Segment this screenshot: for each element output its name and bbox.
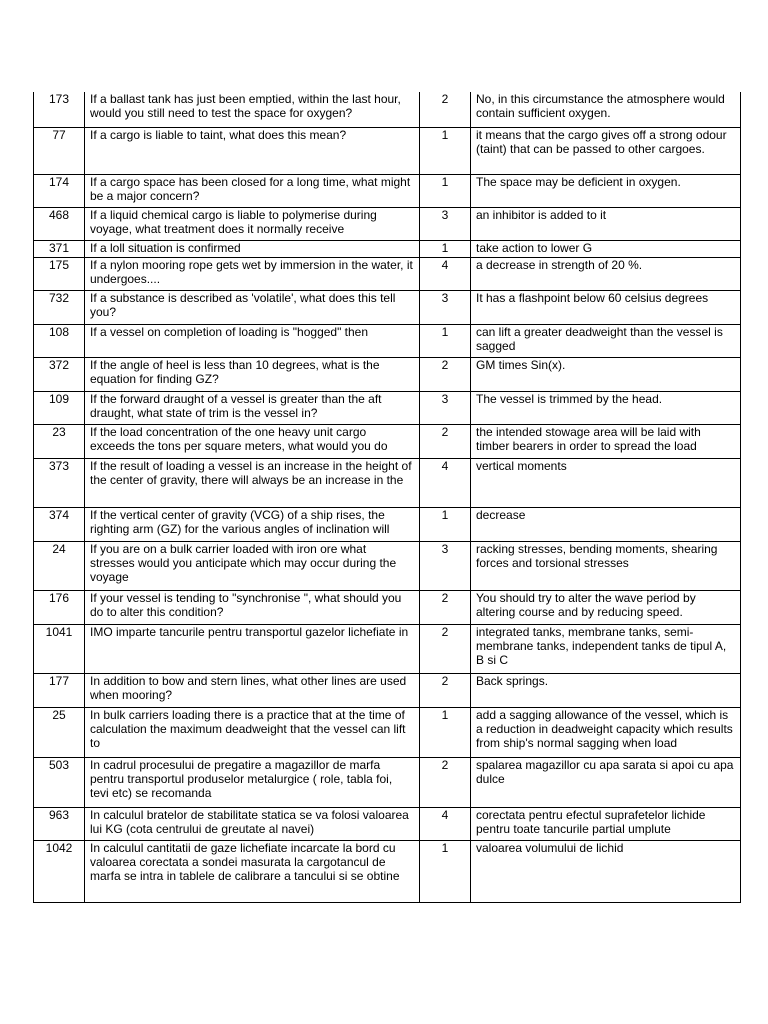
table-row bbox=[34, 840, 741, 902]
question-text: If the result of loading a vessel is an increase in the height of the center of gravity, there will always be an increase in the bbox=[85, 458, 420, 507]
answer-number: 1 bbox=[420, 507, 471, 541]
question-text: If a substance is described as 'volatile', what does this tell you? bbox=[85, 290, 420, 324]
answer-number: 1 bbox=[420, 174, 471, 207]
answer-text: can lift a greater deadweight than the vessel is sagged bbox=[471, 324, 741, 357]
answer-number: 2 bbox=[420, 757, 471, 807]
answer-text: it means that the cargo gives off a strong odour (taint) that can be passed to other cargoes. bbox=[471, 127, 741, 174]
question-text: If a vessel on completion of loading is "hogged" then bbox=[85, 324, 420, 357]
table-row bbox=[34, 541, 741, 590]
answer-text: valoarea volumului de lichid bbox=[471, 840, 741, 902]
answer-number: 1 bbox=[420, 127, 471, 174]
question-id: 175 bbox=[34, 257, 85, 290]
question-id: 176 bbox=[34, 590, 85, 624]
table-row bbox=[34, 357, 741, 391]
answer-text: add a sagging allowance of the vessel, which is a reduction in deadweight capacity which results from ship's normal sagging when load bbox=[471, 707, 741, 757]
question-id: 1042 bbox=[34, 840, 85, 902]
question-text: If the angle of heel is less than 10 degrees, what is the equation for finding GZ? bbox=[85, 357, 420, 391]
question-text: If a loll situation is confirmed bbox=[85, 240, 420, 257]
question-id: 23 bbox=[34, 424, 85, 458]
question-id: 108 bbox=[34, 324, 85, 357]
answer-text: take action to lower G bbox=[471, 240, 741, 257]
table-row bbox=[34, 807, 741, 840]
answer-number: 2 bbox=[420, 424, 471, 458]
answer-text: spalarea magazillor cu apa sarata si apoi cu apa dulce bbox=[471, 757, 741, 807]
answer-text: Back springs. bbox=[471, 673, 741, 707]
table-row bbox=[34, 424, 741, 458]
table-row bbox=[34, 590, 741, 624]
question-text: In bulk carriers loading there is a practice that at the time of calculation the maximum deadweight that the vessel can lift to bbox=[85, 707, 420, 757]
answer-number: 1 bbox=[420, 840, 471, 902]
answer-text: decrease bbox=[471, 507, 741, 541]
table-row bbox=[34, 127, 741, 174]
question-text: In calculul cantitatii de gaze lichefiate incarcate la bord cu valoarea corectata a sondei masurata la cargotancul de marfa se intra in tablele de calibrare a tancului si se obtine bbox=[85, 840, 420, 902]
question-text: In addition to bow and stern lines, what other lines are used when mooring? bbox=[85, 673, 420, 707]
answer-text: vertical moments bbox=[471, 458, 741, 507]
table-row bbox=[34, 324, 741, 357]
answer-number: 1 bbox=[420, 240, 471, 257]
answer-text: an inhibitor is added to it bbox=[471, 207, 741, 240]
answer-text: The space may be deficient in oxygen. bbox=[471, 174, 741, 207]
table-row bbox=[34, 707, 741, 757]
question-text: If the forward draught of a vessel is greater than the aft draught, what state of trim is the vessel in? bbox=[85, 391, 420, 424]
answer-number: 3 bbox=[420, 541, 471, 590]
answer-text: racking stresses, bending moments, shearing forces and torsional stresses bbox=[471, 541, 741, 590]
question-id: 177 bbox=[34, 673, 85, 707]
question-id: 374 bbox=[34, 507, 85, 541]
question-id: 373 bbox=[34, 458, 85, 507]
answer-number: 3 bbox=[420, 391, 471, 424]
question-text: If your vessel is tending to "synchronise ", what should you do to alter this condition? bbox=[85, 590, 420, 624]
answer-number: 2 bbox=[420, 624, 471, 673]
question-text: If the vertical center of gravity (VCG) of a ship rises, the righting arm (GZ) for the various angles of inclination will bbox=[85, 507, 420, 541]
question-id: 24 bbox=[34, 541, 85, 590]
question-text: If you are on a bulk carrier loaded with iron ore what stresses would you anticipate which may occur during the voyage bbox=[85, 541, 420, 590]
question-text: In cadrul procesului de pregatire a magazillor de marfa pentru transportul produselor metalurgice ( role, tabla foi, tevi etc) se recomanda bbox=[85, 757, 420, 807]
answer-text: the intended stowage area will be laid with timber bearers in order to spread the load bbox=[471, 424, 741, 458]
table-row bbox=[34, 257, 741, 290]
question-id: 503 bbox=[34, 757, 85, 807]
question-id: 1041 bbox=[34, 624, 85, 673]
answer-text: No, in this circumstance the atmosphere would contain sufficient oxygen. bbox=[471, 92, 741, 127]
question-id: 371 bbox=[34, 240, 85, 257]
table-row bbox=[34, 174, 741, 207]
answer-text: You should try to alter the wave period by altering course and by reducing speed. bbox=[471, 590, 741, 624]
question-id: 963 bbox=[34, 807, 85, 840]
question-text: If a ballast tank has just been emptied, within the last hour, would you still need to test the space for oxygen? bbox=[85, 92, 420, 127]
question-text: If a nylon mooring rope gets wet by immersion in the water, it undergoes.... bbox=[85, 257, 420, 290]
question-id: 732 bbox=[34, 290, 85, 324]
table-row bbox=[34, 507, 741, 541]
answer-text: a decrease in strength of 20 %. bbox=[471, 257, 741, 290]
answer-number: 2 bbox=[420, 590, 471, 624]
answer-number: 4 bbox=[420, 257, 471, 290]
answer-number: 2 bbox=[420, 357, 471, 391]
question-id: 173 bbox=[34, 92, 85, 127]
table-row bbox=[34, 391, 741, 424]
question-text: If a liquid chemical cargo is liable to polymerise during voyage, what treatment does it normally receive bbox=[85, 207, 420, 240]
answer-number: 3 bbox=[420, 290, 471, 324]
question-text: IMO imparte tancurile pentru transportul gazelor lichefiate in bbox=[85, 624, 420, 673]
question-id: 25 bbox=[34, 707, 85, 757]
answer-text: The vessel is trimmed by the head. bbox=[471, 391, 741, 424]
answer-number: 4 bbox=[420, 807, 471, 840]
question-text: If a cargo is liable to taint, what does this mean? bbox=[85, 127, 420, 174]
answer-number: 2 bbox=[420, 92, 471, 127]
answer-text: GM times Sin(x). bbox=[471, 357, 741, 391]
question-text: In calculul bratelor de stabilitate statica se va folosi valoarea lui KG (cota centrului de greutate al navei) bbox=[85, 807, 420, 840]
answer-text: It has a flashpoint below 60 celsius degrees bbox=[471, 290, 741, 324]
answer-number: 4 bbox=[420, 458, 471, 507]
answer-number: 1 bbox=[420, 324, 471, 357]
answer-number: 3 bbox=[420, 207, 471, 240]
question-id: 174 bbox=[34, 174, 85, 207]
table-row bbox=[34, 290, 741, 324]
answer-text: corectata pentru efectul suprafetelor lichide pentru toate tancurile partial umplute bbox=[471, 807, 741, 840]
table-row bbox=[34, 240, 741, 257]
answer-text: integrated tanks, membrane tanks, semi-membrane tanks, independent tanks de tipul A, B si C bbox=[471, 624, 741, 673]
question-text: If a cargo space has been closed for a long time, what might be a major concern? bbox=[85, 174, 420, 207]
table-row bbox=[34, 757, 741, 807]
answer-number: 2 bbox=[420, 673, 471, 707]
table-row bbox=[34, 207, 741, 240]
table-row bbox=[34, 624, 741, 673]
table-row bbox=[34, 673, 741, 707]
table-row bbox=[34, 458, 741, 507]
question-id: 372 bbox=[34, 357, 85, 391]
answer-number: 1 bbox=[420, 707, 471, 757]
table-row bbox=[34, 92, 741, 127]
question-text: If the load concentration of the one heavy unit cargo exceeds the tons per square meters, what would you do bbox=[85, 424, 420, 458]
question-answer-table bbox=[33, 92, 741, 903]
question-id: 109 bbox=[34, 391, 85, 424]
question-id: 468 bbox=[34, 207, 85, 240]
question-id: 77 bbox=[34, 127, 85, 174]
